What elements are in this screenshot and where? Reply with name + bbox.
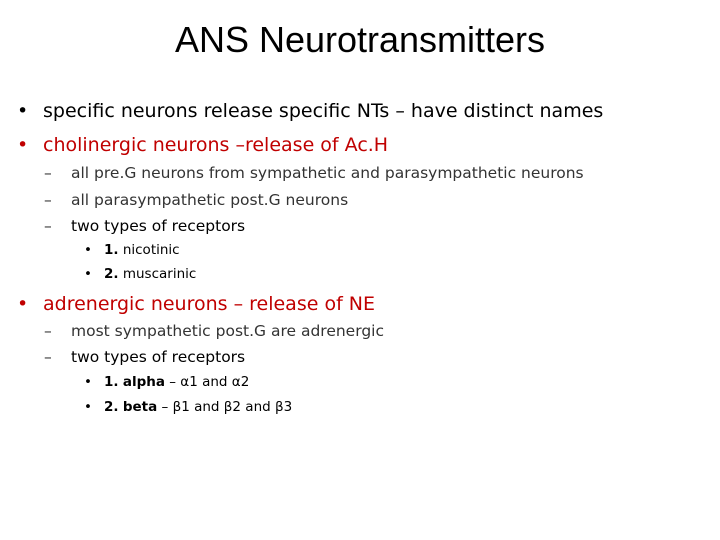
alpha-1: 1 [189, 374, 198, 390]
bullet-text: cholinergic neurons –release of Ac.H [43, 134, 389, 156]
beta-2: 2 [232, 399, 241, 415]
sub-bullet-preG [44, 163, 584, 183]
bullet-dot: • [17, 100, 29, 122]
receptor-dash: – [161, 399, 169, 415]
bullet-dot: • [84, 266, 92, 282]
alpha-symbol: α [231, 374, 241, 390]
receptor-num: 2. [104, 266, 119, 282]
receptor-muscarinic [84, 265, 196, 283]
bullet-dot: • [84, 374, 92, 390]
receptor-beta [84, 398, 292, 416]
bullet-dash: – [44, 348, 52, 366]
sub-bullet-most-sympathetic [44, 321, 384, 341]
beta-symbol: β [223, 399, 233, 415]
bullet-text: two types of receptors [71, 217, 246, 235]
and-word: and [194, 399, 220, 415]
receptor-dash: – [169, 374, 176, 390]
receptor-nicotinic [84, 241, 180, 259]
bullet-dot: • [84, 242, 92, 258]
receptor-label: alpha [122, 374, 165, 390]
beta-1: 1 [181, 399, 190, 415]
bullet-dash: – [44, 191, 52, 209]
alpha-2: 2 [240, 374, 250, 390]
bullet-text: most sympathetic post.G are adrenergic [71, 322, 384, 340]
sub-bullet-receptors-2 [44, 347, 245, 367]
bullet-text: all pre.G neurons from sympathetic and parasympathetic neurons [71, 164, 584, 182]
bullet-dot: • [17, 293, 29, 315]
bullet-text: specific neurons release specific NTs – have distinct names [43, 100, 604, 122]
bullet-cholinergic [17, 133, 388, 157]
beta-symbol: β [275, 399, 284, 415]
and-word: and [202, 374, 228, 390]
bullet-adrenergic [17, 292, 375, 316]
slide-title: ANS Neurotransmitters [174, 19, 546, 60]
receptor-text: nicotinic [122, 242, 180, 258]
bullet-specific-neurons [17, 99, 603, 123]
bullet-dash: – [44, 164, 52, 182]
and-word: and [245, 399, 271, 415]
bullet-dash: – [44, 322, 52, 340]
bullet-text: adrenergic neurons – release of NE [43, 293, 376, 315]
receptor-text: muscarinic [122, 266, 197, 282]
beta-symbol: β [172, 399, 182, 415]
alpha-symbol: α [180, 374, 190, 390]
bullet-dot: • [17, 134, 29, 156]
receptor-num: 2. [104, 399, 119, 415]
receptor-alpha [84, 373, 249, 391]
receptor-num: 1. [104, 374, 119, 390]
bullet-dot: • [84, 399, 92, 415]
beta-3: 3 [283, 399, 293, 415]
receptor-num: 1. [104, 242, 119, 258]
bullet-text: all parasympathetic post.G neurons [71, 191, 349, 209]
bullet-dash: – [44, 217, 52, 235]
receptor-label: beta [122, 399, 158, 415]
sub-bullet-receptors [44, 216, 245, 236]
bullet-text: two types of receptors [71, 348, 246, 366]
sub-bullet-postG [44, 190, 348, 210]
